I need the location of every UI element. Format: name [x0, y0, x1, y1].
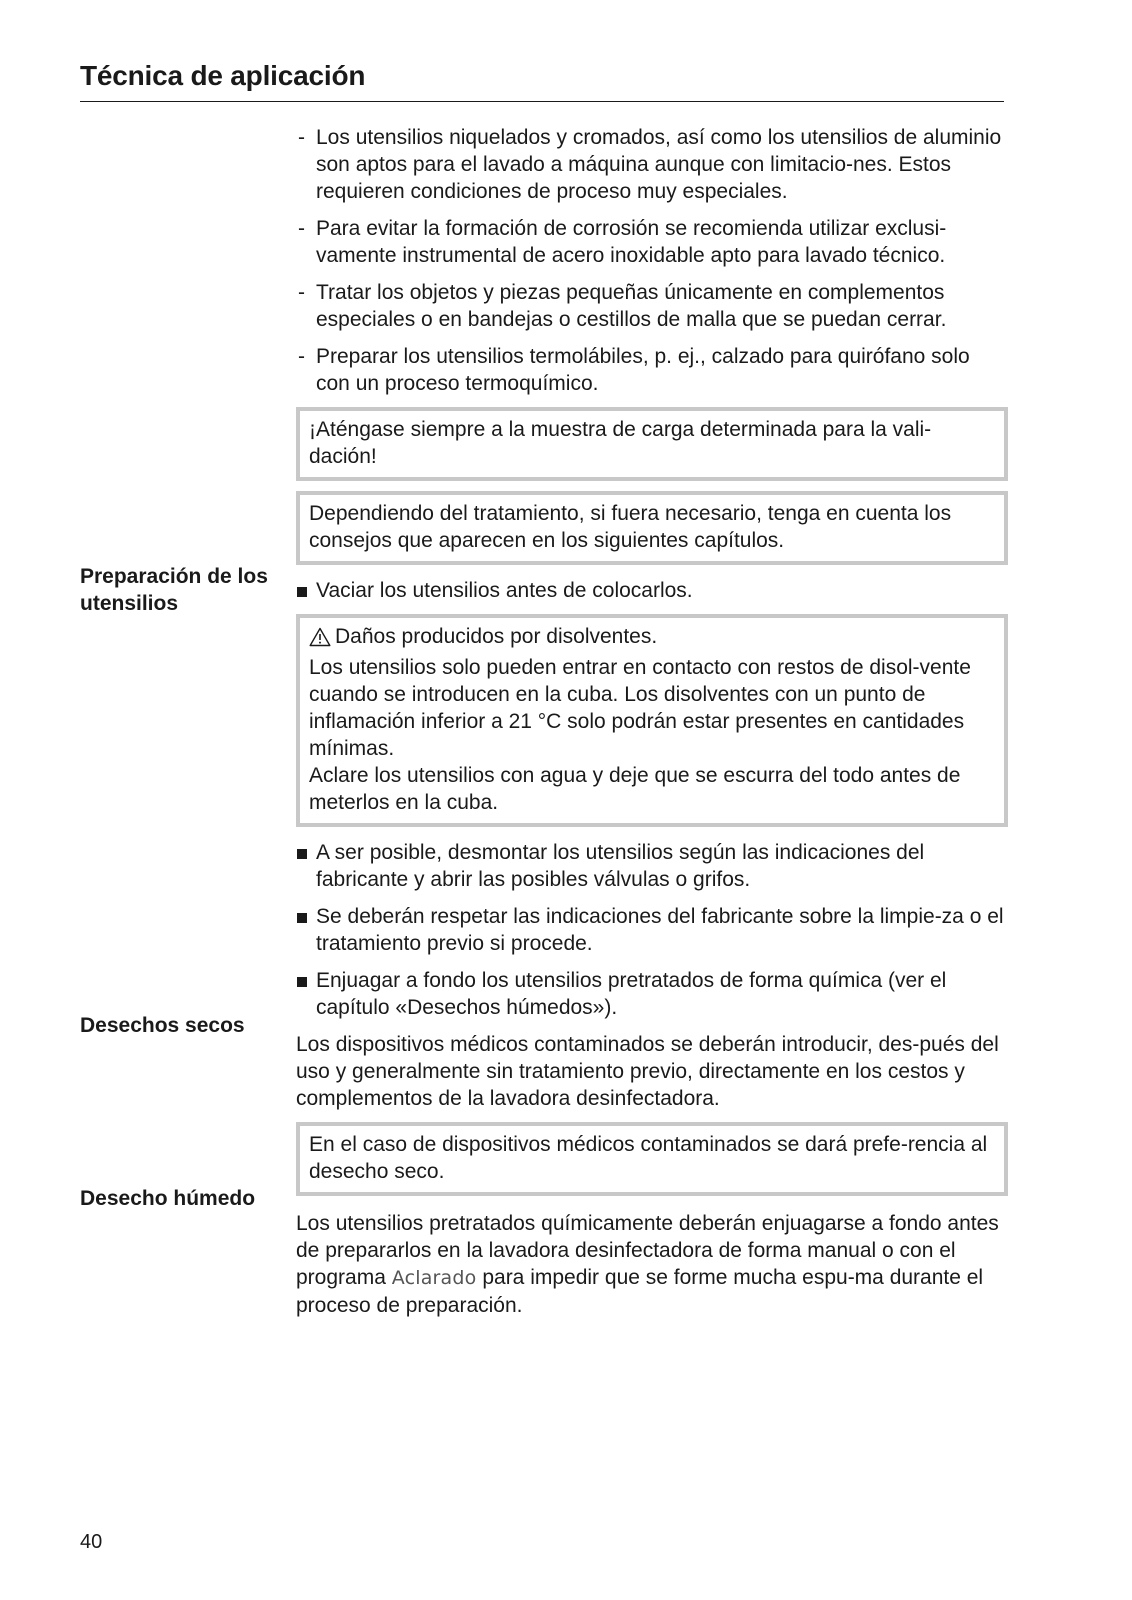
- list-item: - Tratar los objetos y piezas pequeñas únicamente en complementos especiales o en bandejas o cestillos de malla que se puedan cerrar.: [298, 281, 947, 331]
- intro-list: [296, 124, 1008, 397]
- program-name: Aclarado: [391, 1266, 477, 1289]
- main-content: [296, 124, 1008, 1329]
- preparation-first-step: [296, 577, 1008, 604]
- list-item: - Preparar los utensilios termolábiles, p. ej., calzado para quirófano solo con un proceso termoquímico.: [298, 345, 970, 395]
- warning-instruction: Aclare los utensilios con agua y deje que se escurra del todo antes de meterlos en la cuba.: [309, 763, 961, 814]
- list-item: Enjuagar a fondo los utensilios pretratados de forma química (ver el capítulo «Desechos húmedos»).: [296, 967, 1008, 1021]
- list-item: A ser posible, desmontar los utensilios según las indicaciones del fabricante y abrir las posibles válvulas o grifos.: [296, 839, 1008, 893]
- square-bullet: [297, 849, 307, 859]
- note-box-treatment: Dependiendo del tratamiento, si fuera necesario, tenga en cuenta los consejos que aparecen en los siguientes capítulos.: [296, 491, 1008, 565]
- wet-waste-text: Los utensilios pretratados químicamente deberán enjuagarse a fondo antes de prepararlos en la lavadora desinfectadora de forma manual o con el programa Aclarado para impedir que se forme mucha espu-ma durante el proceso de preparación.: [296, 1211, 999, 1317]
- warning-box-solvents: [296, 614, 1008, 827]
- note-box-dry-waste: En el caso de dispositivos médicos contaminados se dará prefe-rencia al desecho seco.: [296, 1122, 1008, 1196]
- page-title: Técnica de aplicación: [80, 60, 366, 91]
- warning-triangle-icon: [309, 627, 331, 647]
- warning-title: Daños producidos por disolventes.: [335, 625, 658, 648]
- warning-body: Los utensilios solo pueden entrar en contacto con restos de disol-vente cuando se introducen en la cuba. Los disolventes con un punto de inflamación inferior a 21 °C solo podrán estar presentes en cantidades mínimas.: [309, 655, 971, 760]
- square-bullet: [297, 587, 307, 597]
- dash-marker: -: [298, 345, 305, 368]
- list-item: Se deberán respetar las indicaciones del fabricante sobre la limpie-za o el tratamiento previo si procede.: [296, 903, 1008, 957]
- preparation-steps: [296, 839, 1008, 1021]
- dash-marker: -: [298, 217, 305, 240]
- section-label-wet-waste: Desecho húmedo: [80, 1187, 256, 1210]
- list-item: Vaciar los utensilios antes de colocarlos.: [296, 577, 1008, 604]
- list-item: - Los utensilios niquelados y cromados, así como los utensilios de aluminio son aptos para el lavado a máquina aunque con limitacio-nes. Estos requieren condiciones de proceso muy especiales.: [298, 126, 1002, 203]
- square-bullet: [297, 977, 307, 987]
- section-label-dry-waste: Desechos secos: [80, 1014, 245, 1037]
- dash-marker: -: [298, 126, 305, 149]
- dry-waste-text: Los dispositivos médicos contaminados se deberán introducir, des-pués del uso y generalmente sin tratamiento previo, directamente en los cestos y complementos de la lavadora desinfectadora.: [296, 1032, 999, 1110]
- page-number: 40: [80, 1531, 103, 1553]
- title-divider: [80, 101, 1004, 102]
- dash-marker: -: [298, 281, 305, 304]
- section-label-preparation: Preparación de los utensilios: [80, 565, 268, 615]
- square-bullet: [297, 913, 307, 923]
- list-item: - Para evitar la formación de corrosión se recomienda utilizar exclusi-vamente instrumental de acero inoxidable apto para lavado técnico.: [298, 217, 947, 267]
- note-box-validation: ¡Aténgase siempre a la muestra de carga determinada para la vali-dación!: [296, 407, 1008, 481]
